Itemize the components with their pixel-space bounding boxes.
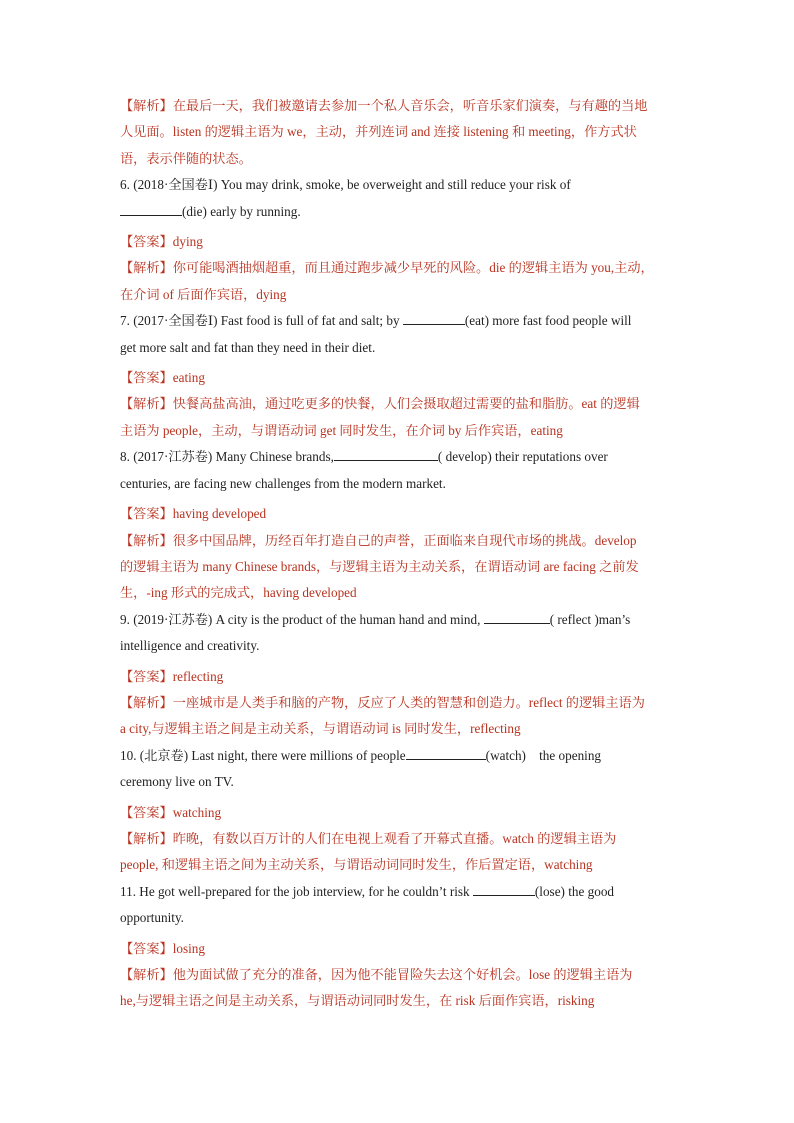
question-7-line-1: 7. (2017·全国卷Ⅰ) Fast food is full of fat and salt; by (eat) more fast food people will <box>120 313 632 329</box>
analysis-line: 【解析】一座城市是人类手和脑的产物，反应了人类的智慧和创造力。reflect 的逻辑主语为 <box>120 694 645 710</box>
question-10-line-2: ceremony live on TV. <box>120 774 234 790</box>
analysis-line: 【解析】昨晚，有数以百万计的人们在电视上观看了开幕式直播。watch 的逻辑主语为 <box>120 830 617 846</box>
answer-line: 【答案】dying <box>120 234 203 250</box>
analysis-line: 的逻辑主语为 many Chinese brands，与逻辑主语为主动关系，在谓语动词 are facing 之前发 <box>120 558 639 574</box>
analysis-line: 【解析】你可能喝酒抽烟超重，而且通过跑步减少早死的风险。die 的逻辑主语为 you,主动， <box>120 260 654 276</box>
question-8-line-1: 8. (2017·江苏卷) Many Chinese brands, ( develop) their reputations over <box>120 449 608 465</box>
analysis-line: 语，表示伴随的状态。 <box>120 150 252 166</box>
analysis-line: 【解析】很多中国品牌，历经百年打造自己的声誉，正面临来自现代市场的挑战。develop <box>120 532 637 548</box>
question-6-line-1: 6. (2018·全国卷Ⅰ) You may drink, smoke, be overweight and still reduce your risk of <box>120 177 571 193</box>
answer-blank <box>484 611 550 624</box>
question-9-line-2: intelligence and creativity. <box>120 638 260 654</box>
question-8-line-2: centuries, are facing new challenges from the modern market. <box>120 475 446 491</box>
answer-line: 【答案】eating <box>120 370 205 386</box>
answer-blank <box>120 203 182 216</box>
analysis-line: 【解析】快餐高盐高油，通过吃更多的快餐，人们会摄取超过需要的盐和脂肪。eat 的逻辑 <box>120 396 640 412</box>
question-10-line-1: 10. (北京卷) Last night, there were millions of people (watch) the opening <box>120 747 602 763</box>
analysis-line: 主语为 people，主动，与谓语动词 get 同时发生，在介词 by 后作宾语，eating <box>120 422 563 438</box>
analysis-line: 【解析】他为面试做了充分的准备，因为他不能冒险失去这个好机会。lose 的逻辑主语为 <box>120 967 633 982</box>
analysis-line: 生，-ing 形式的完成式，having developed <box>120 585 357 601</box>
answer-blank <box>473 883 535 896</box>
analysis-line: people, 和逻辑主语之间为主动关系，与谓语动词同时发生，作后置定语，watching <box>120 857 593 873</box>
question-6-line-2: (die) early by running. <box>120 199 680 225</box>
analysis-line: 人见面。listen 的逻辑主语为 we，主动，并列连词 and 连接 listening 和 meeting，作方式状 <box>120 124 637 140</box>
answer-line: 【答案】reflecting <box>120 668 224 684</box>
answer-blank <box>334 448 438 461</box>
analysis-line: 【解析】在最后一天，我们被邀请去参加一个私人音乐会，听音乐家们演奏，与有趣的当地 <box>120 98 648 113</box>
document-page <box>120 93 680 1015</box>
analysis-line: a city,与逻辑主语之间是主动关系，与谓语动词 is 同时发生，reflecting <box>120 721 521 737</box>
question-9-line-1: 9. (2019·江苏卷) A city is the product of the human hand and mind, ( reflect )man’s <box>120 611 631 627</box>
answer-line: 【答案】watching <box>120 804 222 820</box>
answer-blank <box>406 747 486 760</box>
analysis-line: 在介词 of 后面作宾语，dying <box>120 286 287 302</box>
question-11-line-1: 11. He got well-prepared for the job interview, for he couldn’t risk (lose) the good <box>120 883 615 899</box>
answer-blank <box>403 312 465 325</box>
question-11-line-2: opportunity. <box>120 910 184 926</box>
answer-line: 【答案】having developed <box>120 506 267 522</box>
answer-line: 【答案】losing <box>120 940 205 956</box>
analysis-line: he,与逻辑主语之间是主动关系，与谓语动词同时发生，在 risk 后面作宾语，risking <box>120 993 595 1009</box>
question-7-line-2: get more salt and fat than they need in their diet. <box>120 339 376 355</box>
